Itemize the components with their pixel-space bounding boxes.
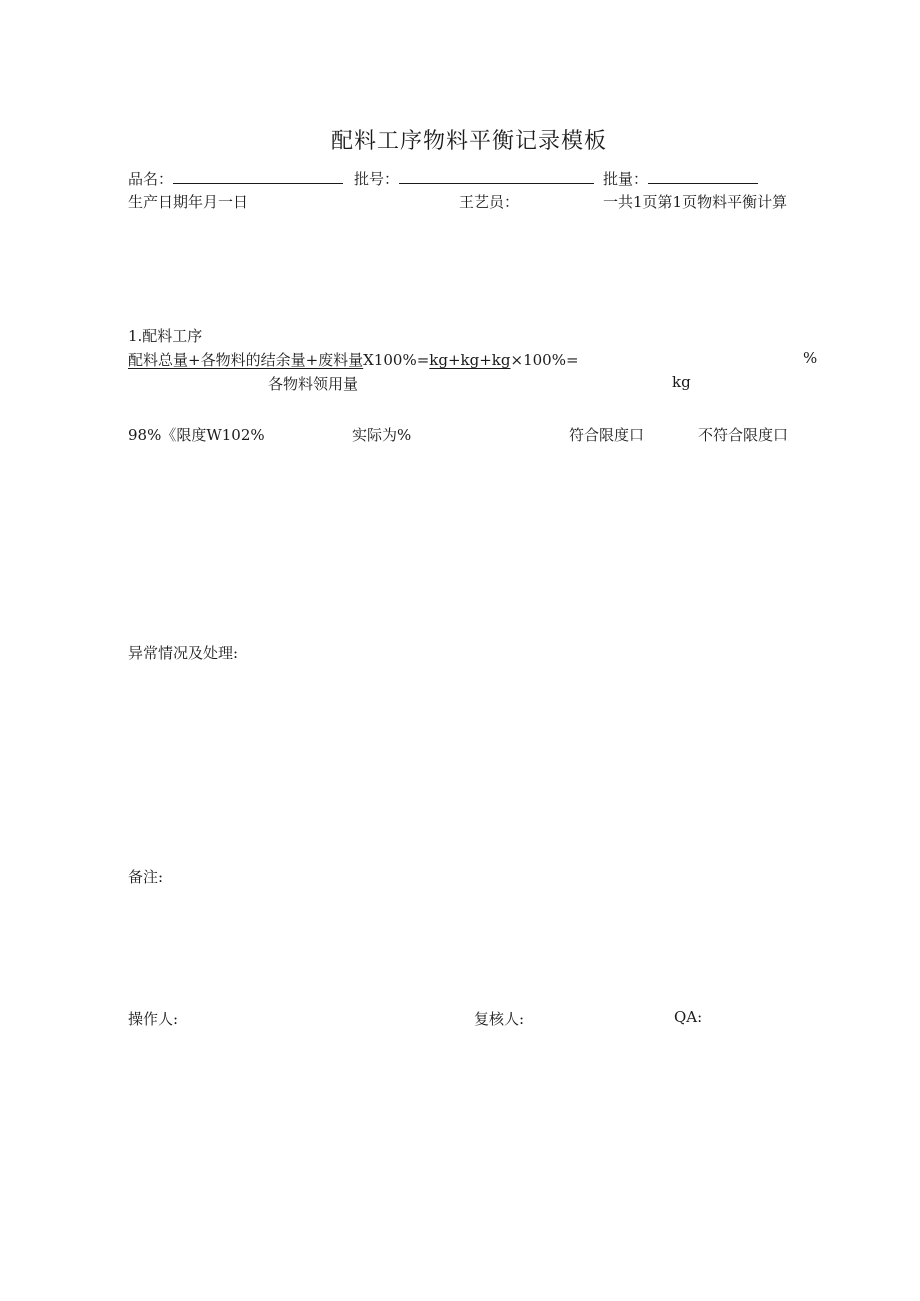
- percent-sign: %: [803, 349, 818, 367]
- exceptions-label: 异常情况及处理:: [128, 644, 239, 662]
- formula-numerator: 配料总量+各物料的结余量+废料量: [128, 351, 364, 369]
- batch-no-blank[interactable]: [399, 169, 594, 184]
- page-info: 一共1页第1页物料平衡计算: [603, 193, 788, 211]
- reviewer-label: 复核人:: [474, 1010, 525, 1028]
- section-heading: 1.配料工序: [128, 327, 203, 345]
- qa-label: QA:: [674, 1008, 703, 1026]
- operator-label: 操作人:: [128, 1010, 179, 1028]
- formula-x100: X100%=: [363, 351, 430, 369]
- limit-range: 98%《限度W102%: [128, 426, 265, 444]
- remarks-label: 备注:: [128, 868, 164, 886]
- denominator-unit: kg: [672, 373, 691, 391]
- actual-label: 实际为%: [352, 426, 412, 444]
- batch-size-blank[interactable]: [648, 169, 758, 184]
- process-staff-label: 王艺员：: [459, 193, 520, 211]
- not-complies-checkbox[interactable]: 不符合限度口: [698, 426, 789, 444]
- batch-size-label: 批量：: [603, 170, 649, 188]
- formula-line: [128, 349, 579, 370]
- batch-size-field: [603, 168, 758, 189]
- batch-no-field: [354, 168, 594, 189]
- formula-units: kg+kg+kg: [429, 351, 511, 369]
- product-name-blank[interactable]: [173, 169, 343, 184]
- product-name-label: 品名：: [128, 170, 174, 188]
- complies-checkbox[interactable]: 符合限度口: [569, 426, 645, 444]
- production-date: 生产日期年月一日: [128, 193, 249, 211]
- formula-denominator: 各物料领用量: [268, 375, 359, 393]
- batch-no-label: 批号：: [354, 170, 400, 188]
- product-name-field: [128, 168, 343, 189]
- document-title: 配料工序物料平衡记录模板: [331, 129, 608, 154]
- formula-times100: ×100%=: [510, 351, 579, 369]
